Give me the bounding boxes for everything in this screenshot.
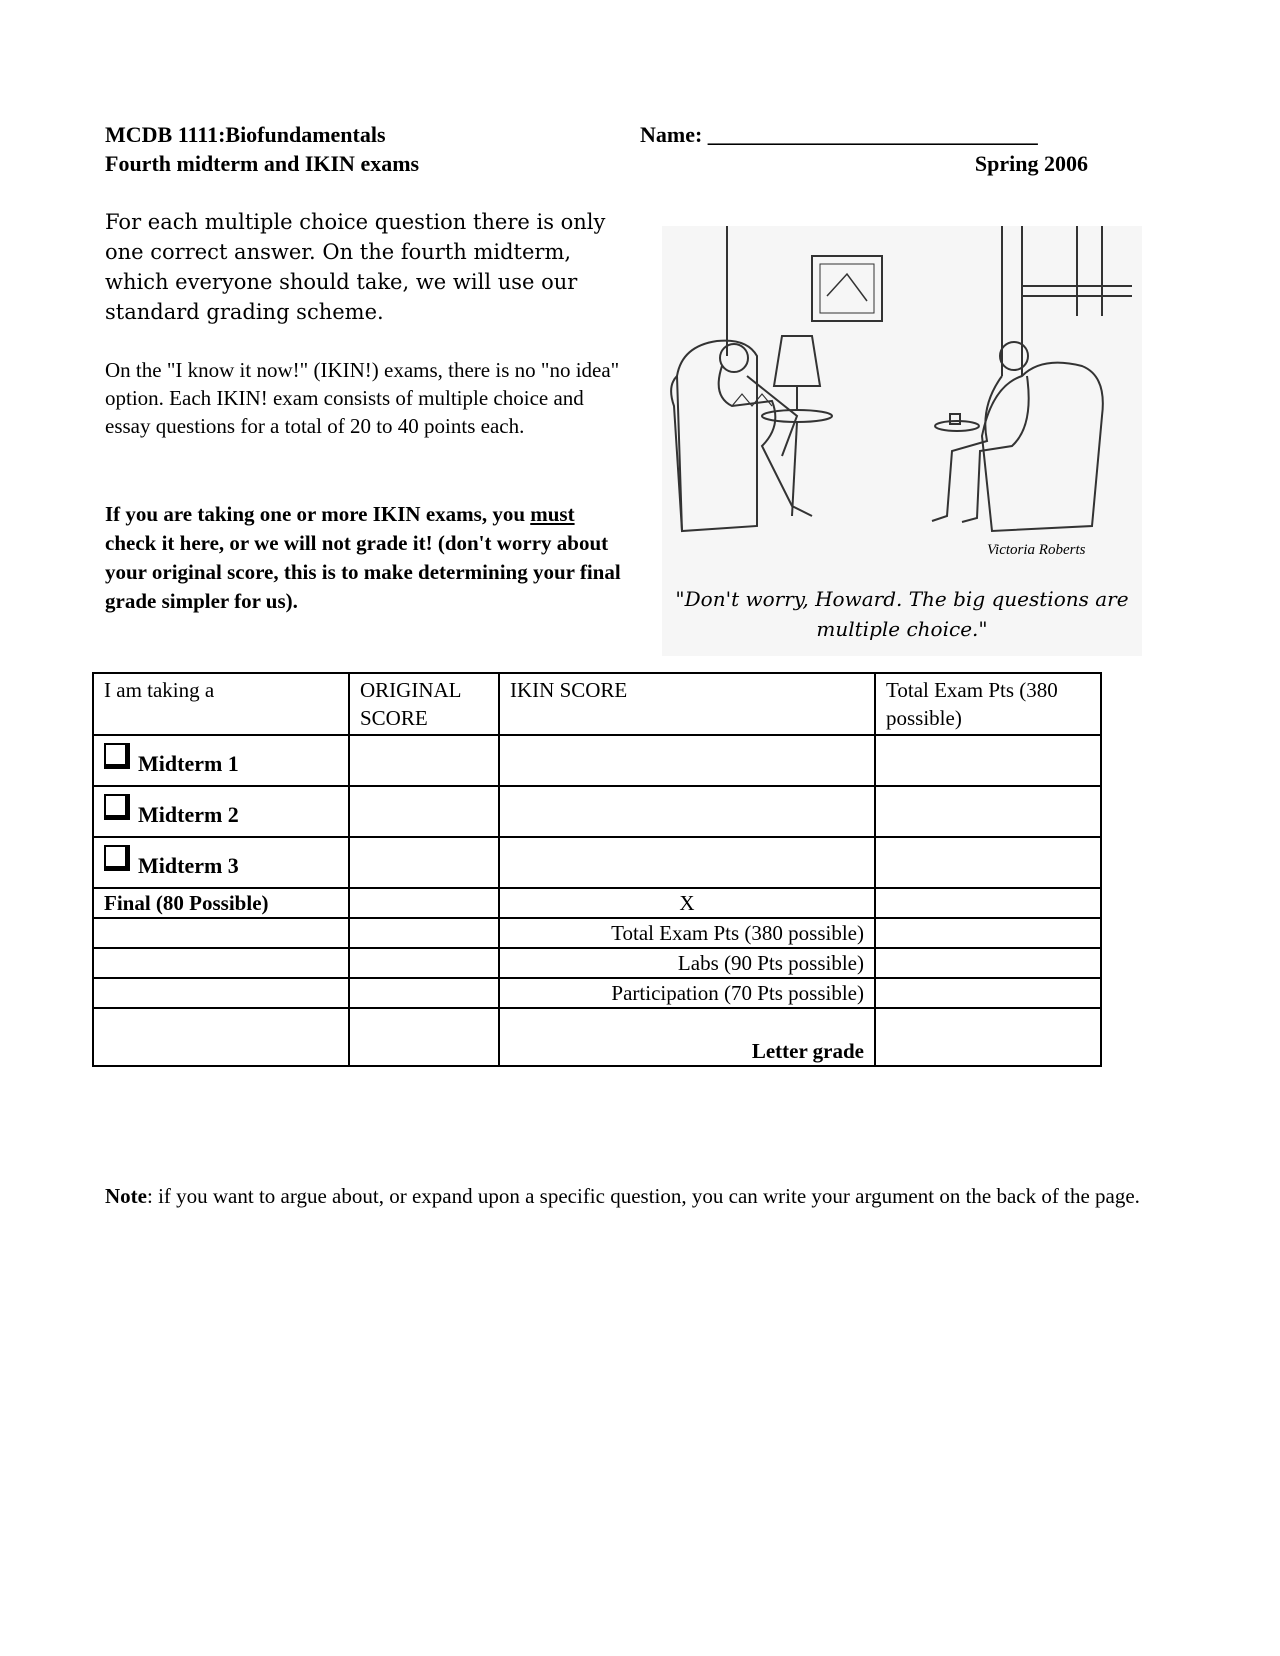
midterm-3-label: Midterm 3: [138, 853, 239, 878]
intro-paragraph-1: For each multiple choice question there is only one correct answer. On the fourth midterm, which everyone should take, we will use our standard grading scheme.: [105, 210, 606, 324]
grade-table: [92, 672, 1102, 1067]
labs-cell[interactable]: [875, 948, 1101, 978]
note-text: : if you want to argue about, or expand upon a specific question, you can write your argument on the back of the page.: [146, 1184, 1140, 1208]
midterm-2-ikin-cell[interactable]: [499, 786, 875, 837]
total-empty-1: [93, 918, 349, 948]
participation-empty-1: [93, 978, 349, 1008]
table-row-final: [93, 888, 1101, 918]
header-taking: I am taking a: [93, 673, 349, 735]
ikin-instructions: [105, 500, 625, 616]
midterm-1-ikin-cell[interactable]: [499, 735, 875, 786]
midterm-2-checkbox[interactable]: [104, 794, 130, 820]
participation-label: Participation (70 Pts possible): [499, 978, 875, 1008]
total-empty-2: [349, 918, 499, 948]
header-ikin-score: IKIN SCORE: [499, 673, 875, 735]
header-total-exam-pts: Total Exam Pts (380 possible): [875, 673, 1101, 735]
ikin-instructions-end: check it here, or we will not grade it! (don't worry about your original score, this is to make determining your final grade simpler for us).: [105, 531, 621, 613]
midterm-1-checkbox[interactable]: [104, 743, 130, 769]
cartoon-drawing: [662, 226, 1142, 576]
final-ikin-x: X: [499, 888, 875, 918]
midterm-3-original-cell[interactable]: [349, 837, 499, 888]
labs-empty-2: [349, 948, 499, 978]
midterm-2-original-cell[interactable]: [349, 786, 499, 837]
letter-empty-1: [93, 1008, 349, 1066]
ikin-instructions-start: If you are taking one or more IKIN exams, you: [105, 502, 531, 526]
midterm-3-ikin-cell[interactable]: [499, 837, 875, 888]
name-field[interactable]: Name: ______________________________: [640, 122, 1038, 147]
note-label: Note: [105, 1184, 147, 1208]
cartoon-illustration: [662, 226, 1142, 656]
final-total-cell[interactable]: [875, 888, 1101, 918]
exam-title: Fourth midterm and IKIN exams: [105, 151, 420, 176]
participation-empty-2: [349, 978, 499, 1008]
table-row-midterm-1: [93, 735, 1101, 786]
midterm-3-checkbox[interactable]: [104, 845, 130, 871]
total-exam-pts-label: Total Exam Pts (380 possible): [499, 918, 875, 948]
term-label: Spring 2006: [974, 151, 1088, 176]
table-header-row: [93, 673, 1101, 735]
table-row-letter-grade: [93, 1008, 1101, 1066]
intro-paragraph-2: On the "I know it now!" (IKIN!) exams, there is no "no idea" option. Each IKIN! exam consists of multiple choice and essay questions for a total of 20 to 40 points each.: [105, 358, 620, 438]
cartoon-signature: Victoria Roberts: [987, 542, 1086, 558]
labs-label: Labs (90 Pts possible): [499, 948, 875, 978]
cartoon-caption: "Don't worry, Howard. The big questions are multiple choice.": [675, 587, 1129, 641]
note-paragraph: [105, 1182, 1180, 1210]
course-title: MCDB 1111:Biofundamentals: [105, 122, 386, 147]
midterm-1-original-cell[interactable]: [349, 735, 499, 786]
participation-cell[interactable]: [875, 978, 1101, 1008]
table-row-midterm-2: [93, 786, 1101, 837]
header-original-score: ORIGINAL SCORE: [349, 673, 499, 735]
table-row-total: [93, 918, 1101, 948]
table-row-midterm-3: [93, 837, 1101, 888]
midterm-2-total-cell[interactable]: [875, 786, 1101, 837]
total-exam-pts-cell[interactable]: [875, 918, 1101, 948]
letter-empty-2: [349, 1008, 499, 1066]
final-label: Final (80 Possible): [93, 888, 349, 918]
letter-grade-cell[interactable]: [875, 1008, 1101, 1066]
letter-grade-label: Letter grade: [499, 1008, 875, 1066]
midterm-3-total-cell[interactable]: [875, 837, 1101, 888]
midterm-2-label: Midterm 2: [138, 802, 239, 827]
table-row-labs: [93, 948, 1101, 978]
midterm-1-total-cell[interactable]: [875, 735, 1101, 786]
midterm-1-label: Midterm 1: [138, 751, 239, 776]
final-original-cell[interactable]: [349, 888, 499, 918]
table-row-participation: [93, 978, 1101, 1008]
labs-empty-1: [93, 948, 349, 978]
must-emphasis: must: [530, 502, 575, 526]
